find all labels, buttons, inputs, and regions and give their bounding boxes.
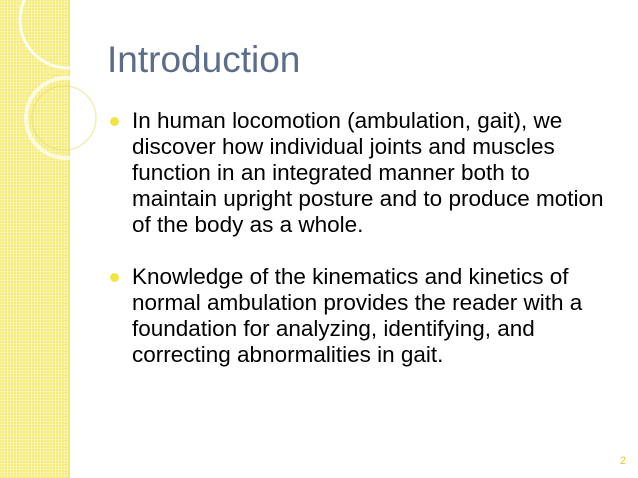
bullet-item: [109, 264, 609, 368]
bullet-item: [109, 108, 609, 238]
ring-decoration-icon: [0, 0, 110, 200]
bullet-text: Knowledge of the kinematics and kinetics of normal ambulation provides the reader with a foundation for analyzing, identifying, and correcting abnormalities in gait.: [132, 264, 583, 367]
bullet-dot-icon: [110, 273, 119, 282]
bullet-list: [109, 108, 609, 368]
bullet-dot-icon: [110, 117, 119, 126]
bullet-text: In human locomotion (ambulation, gait), we discover how individual joints and muscles function in an integrated manner both to maintain upright posture and to produce motion of the body as a whole.: [132, 108, 604, 237]
page-number: 2: [619, 455, 626, 467]
slide-title: Introduction: [107, 39, 301, 80]
